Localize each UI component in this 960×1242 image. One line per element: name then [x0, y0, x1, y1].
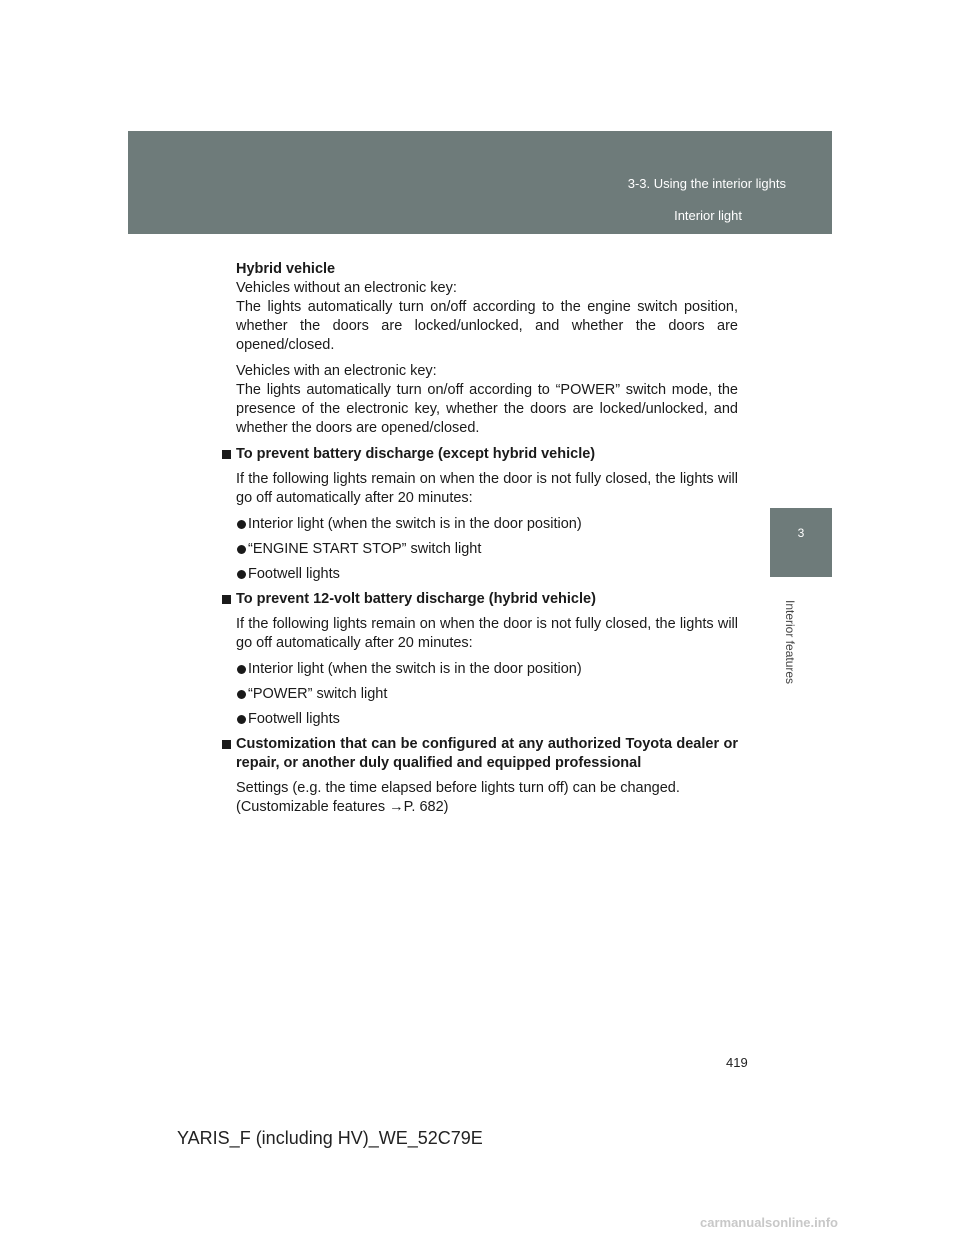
s3-line2: (Customizable features →P. 682): [236, 799, 449, 815]
dot-bullet-icon: [237, 715, 246, 724]
section-text: If the following lights remain on when the door is not fully closed, the lights will go off automatically after 20 minutes:: [236, 616, 738, 651]
list-item: Footwell lights: [218, 710, 738, 729]
square-bullet-icon: [222, 595, 231, 604]
p2-text: The lights automatically turn on/off according to “POWER” switch mode, the presence of the electronic key, whether the doors are locked/unlocked, and whether the doors are opened/closed.: [236, 382, 738, 436]
customization-text: [218, 779, 738, 817]
list-item: “POWER” switch light: [218, 685, 738, 704]
square-bullet-icon: [222, 450, 231, 459]
list-item: Interior light (when the switch is in the door position): [218, 660, 738, 679]
section-heading: To prevent 12-volt battery discharge (hybrid vehicle): [218, 590, 738, 609]
dot-bullet-icon: [237, 690, 246, 699]
dot-bullet-icon: [237, 665, 246, 674]
s3-line1: Settings (e.g. the time elapsed before lights turn off) can be changed.: [236, 780, 680, 796]
hybrid-title: Hybrid vehicle: [236, 261, 336, 277]
electronic-key-paragraph: [218, 362, 738, 438]
page-content: [218, 260, 738, 824]
list-item: “ENGINE START STOP” switch light: [218, 540, 738, 559]
p1-lead: Vehicles without an electronic key:: [236, 280, 457, 296]
chapter-number: 3: [797, 526, 805, 540]
dot-bullet-icon: [237, 520, 246, 529]
section-heading: Customization that can be configured at any authorized Toyota dealer or repair, or another duly qualified and equipped professional: [218, 735, 738, 773]
watermark: carmanualsonline.info: [700, 1215, 838, 1230]
dot-bullet-icon: [237, 570, 246, 579]
document-code: YARIS_F (including HV)_WE_52C79E: [177, 1128, 483, 1148]
p1-text: The lights automatically turn on/off according to the engine switch position, whether the doors are locked/unlocked, and whether the doors are opened/closed.: [236, 299, 738, 353]
chapter-tab: [770, 508, 832, 577]
p2-lead: Vehicles with an electronic key:: [236, 363, 437, 379]
page-number: 419: [726, 1055, 748, 1070]
section-title: 3-3. Using the interior lights: [627, 176, 786, 191]
square-bullet-icon: [222, 740, 231, 749]
list-item: Footwell lights: [218, 565, 738, 584]
topic-title: Interior light: [674, 208, 742, 223]
dot-bullet-icon: [237, 545, 246, 554]
hybrid-paragraph: [218, 260, 738, 355]
section-heading: To prevent battery discharge (except hybrid vehicle): [218, 445, 738, 464]
list-item: Interior light (when the switch is in the door position): [218, 515, 738, 534]
section-text: If the following lights remain on when the door is not fully closed, the lights will go off automatically after 20 minutes:: [236, 471, 738, 506]
chapter-label: Interior features: [783, 600, 797, 685]
header-band: [128, 131, 832, 234]
